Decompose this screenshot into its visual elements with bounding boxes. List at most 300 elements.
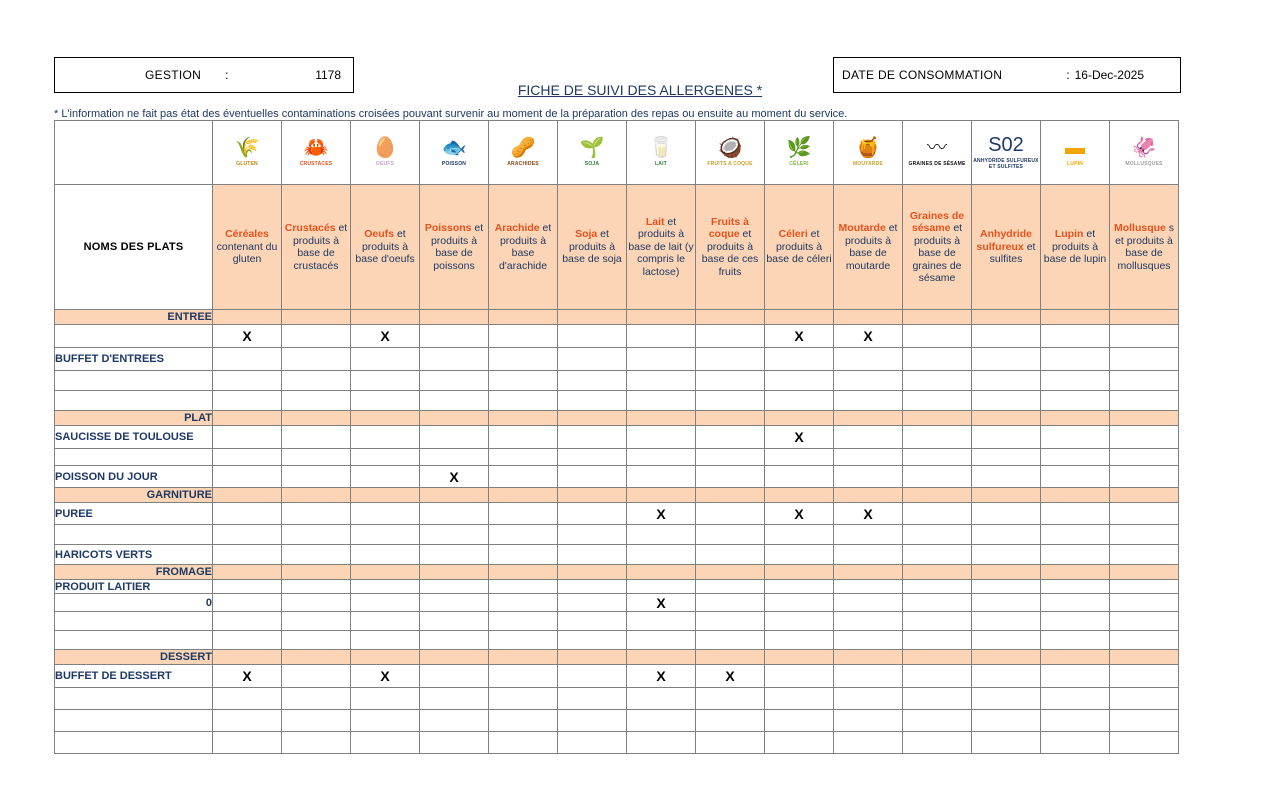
section-band-cell	[1041, 650, 1110, 665]
allergen-mark-cell[interactable]	[972, 594, 1041, 612]
allergen-mark-cell[interactable]	[834, 612, 903, 631]
allergen-mark-cell[interactable]	[627, 325, 696, 348]
allergen-mark-cell[interactable]	[1041, 391, 1110, 411]
allergen-mark-cell[interactable]	[489, 594, 558, 612]
allergen-mark-cell[interactable]	[558, 325, 627, 348]
allergen-mark-cell[interactable]	[213, 371, 282, 391]
allergen-mark-cell[interactable]	[351, 426, 420, 449]
allergen-mark-cell[interactable]	[834, 503, 903, 525]
allergen-mark-cell[interactable]	[696, 348, 765, 371]
allergen-mark-cell[interactable]	[420, 371, 489, 391]
allergen-mark-cell[interactable]	[1110, 545, 1179, 565]
allergen-mark-cell[interactable]	[351, 503, 420, 525]
allergen-mark-cell[interactable]	[558, 525, 627, 545]
allergen-mark-cell[interactable]	[1041, 449, 1110, 466]
allergen-mark-cell[interactable]	[696, 466, 765, 488]
allergen-mark-cell[interactable]	[489, 631, 558, 650]
dish-name-cell[interactable]	[55, 612, 213, 631]
allergen-mark: X	[863, 505, 873, 522]
allergen-mark-cell[interactable]	[834, 732, 903, 754]
allergen-mark-cell[interactable]	[558, 348, 627, 371]
allergen-mark-cell[interactable]	[489, 580, 558, 594]
allergen-mark-cell[interactable]	[558, 371, 627, 391]
allergen-mark-cell[interactable]	[627, 612, 696, 631]
allergen-mark-cell[interactable]	[1041, 688, 1110, 710]
allergen-mark-cell[interactable]	[696, 710, 765, 732]
allergen-mark-cell[interactable]	[1041, 631, 1110, 650]
allergen-mark-cell[interactable]	[420, 545, 489, 565]
allergen-mark-cell[interactable]	[834, 631, 903, 650]
allergen-mark-cell[interactable]	[489, 391, 558, 411]
allergen-mark-cell[interactable]	[351, 449, 420, 466]
arachides-icon: 🥜	[510, 137, 536, 159]
allergen-mark-cell[interactable]	[765, 545, 834, 565]
allergen-mark-cell[interactable]	[903, 732, 972, 754]
allergen-mark-cell[interactable]	[696, 525, 765, 545]
allergen-mark-cell[interactable]	[903, 612, 972, 631]
allergen-mark-cell[interactable]	[558, 391, 627, 411]
allergen-mark-cell[interactable]	[1110, 612, 1179, 631]
allergen-mark-cell[interactable]	[351, 525, 420, 545]
allergen-mark-cell[interactable]	[765, 466, 834, 488]
allergen-mark-cell[interactable]	[282, 688, 351, 710]
dish-name-cell[interactable]	[55, 732, 213, 754]
dish-name-cell[interactable]	[55, 391, 213, 411]
table-row	[55, 612, 1179, 631]
allergen-mark-cell[interactable]	[696, 545, 765, 565]
allergen-mark-cell[interactable]	[834, 325, 903, 348]
allergen-header-10	[834, 185, 903, 310]
allergen-mark-cell[interactable]	[696, 612, 765, 631]
allergen-mark-cell[interactable]	[627, 688, 696, 710]
allergen-mark-cell[interactable]	[903, 631, 972, 650]
allergen-mark-cell[interactable]	[1110, 426, 1179, 449]
allergen-mark-cell[interactable]	[627, 391, 696, 411]
allergen-mark-cell[interactable]	[765, 449, 834, 466]
allergen-description: contenant du gluten	[216, 240, 278, 266]
allergen-mark-cell[interactable]	[972, 325, 1041, 348]
allergen-mark-cell[interactable]	[834, 665, 903, 688]
allergen-mark-cell[interactable]	[1110, 371, 1179, 391]
allergen-mark-cell[interactable]	[972, 732, 1041, 754]
allergen-mark-cell[interactable]	[1110, 391, 1179, 411]
allergen-mark-cell[interactable]	[351, 710, 420, 732]
allergen-mark-cell[interactable]	[420, 612, 489, 631]
allergen-mark-cell[interactable]	[834, 594, 903, 612]
dish-name-cell[interactable]	[55, 525, 213, 545]
allergen-mark-cell[interactable]	[765, 325, 834, 348]
allergen-mark-cell[interactable]	[558, 710, 627, 732]
allergen-mark-cell[interactable]	[1110, 325, 1179, 348]
dish-name-cell[interactable]	[55, 710, 213, 732]
allergen-mark-cell[interactable]	[558, 580, 627, 594]
allergen-mark-cell[interactable]	[489, 612, 558, 631]
allergen-mark-cell[interactable]	[420, 594, 489, 612]
allergen-mark-cell[interactable]	[282, 732, 351, 754]
allergen-mark-cell[interactable]	[972, 503, 1041, 525]
allergen-mark-cell[interactable]	[420, 688, 489, 710]
allergen-mark-cell[interactable]	[1041, 525, 1110, 545]
allergen-mark-cell[interactable]	[972, 466, 1041, 488]
allergen-mark-cell[interactable]	[420, 665, 489, 688]
allergen-mark-cell[interactable]	[903, 503, 972, 525]
allergen-mark-cell[interactable]	[903, 348, 972, 371]
allergen-mark-cell[interactable]	[1041, 371, 1110, 391]
allergen-mark-cell[interactable]	[765, 612, 834, 631]
allergen-mark-cell[interactable]	[1041, 426, 1110, 449]
allergen-mark-cell[interactable]	[972, 665, 1041, 688]
allergen-mark-cell[interactable]	[489, 371, 558, 391]
allergen-mark-cell[interactable]	[213, 631, 282, 650]
allergen-mark-cell[interactable]	[213, 348, 282, 371]
allergen-mark-cell[interactable]	[834, 348, 903, 371]
allergen-mark-cell[interactable]	[765, 348, 834, 371]
allergen-mark-cell[interactable]	[834, 371, 903, 391]
allergen-mark-cell[interactable]	[489, 710, 558, 732]
allergen-mark-cell[interactable]	[489, 426, 558, 449]
allergen-mark-cell[interactable]	[213, 503, 282, 525]
allergen-mark-cell[interactable]	[420, 580, 489, 594]
allergen-mark-cell[interactable]	[558, 594, 627, 612]
allergen-mark-cell[interactable]	[765, 580, 834, 594]
allergen-mark-cell[interactable]	[489, 503, 558, 525]
allergen-mark-cell[interactable]	[765, 631, 834, 650]
dish-name-cell[interactable]: PRODUIT LAITIER	[55, 580, 213, 594]
allergen-mark-cell[interactable]	[213, 391, 282, 411]
allergen-mark-cell[interactable]	[903, 580, 972, 594]
dish-name-cell[interactable]: POISSON DU JOUR	[55, 466, 213, 488]
allergen-mark-cell[interactable]	[972, 391, 1041, 411]
allergen-mark-cell[interactable]	[351, 371, 420, 391]
allergen-mark-cell[interactable]	[489, 732, 558, 754]
section-band-cell	[903, 650, 972, 665]
allergen-mark-cell[interactable]	[903, 665, 972, 688]
allergen-mark-cell[interactable]	[696, 594, 765, 612]
allergen-mark-cell[interactable]	[351, 665, 420, 688]
table-row	[55, 348, 1179, 371]
allergen-mark-cell[interactable]	[558, 466, 627, 488]
c-leri-icon: 🌿	[786, 137, 812, 159]
allergen-mark-cell[interactable]	[834, 391, 903, 411]
allergen-mark-cell[interactable]	[282, 348, 351, 371]
allergen-mark-cell[interactable]	[351, 580, 420, 594]
allergen-mark-cell[interactable]	[972, 449, 1041, 466]
allergen-mark-cell[interactable]	[282, 503, 351, 525]
dish-name-cell[interactable]	[55, 688, 213, 710]
dish-name-cell[interactable]: BUFFET D'ENTREES	[55, 348, 213, 371]
section-band-cell	[489, 310, 558, 325]
allergen-mark-cell[interactable]	[282, 710, 351, 732]
allergen-mark-cell[interactable]	[420, 631, 489, 650]
allergen-mark-cell[interactable]	[627, 449, 696, 466]
allergen-mark-cell[interactable]	[972, 545, 1041, 565]
allergen-mark-cell[interactable]	[696, 580, 765, 594]
allergen-mark-cell[interactable]	[696, 426, 765, 449]
allergen-mark-cell[interactable]	[1041, 503, 1110, 525]
section-label: FROMAGE	[55, 565, 213, 580]
allergen-mark-cell[interactable]	[696, 631, 765, 650]
section-band-cell	[903, 411, 972, 426]
allergen-mark-cell[interactable]	[972, 612, 1041, 631]
allergen-mark-cell[interactable]	[420, 732, 489, 754]
allergen-mark-cell[interactable]	[282, 426, 351, 449]
allergen-mark-cell[interactable]	[420, 449, 489, 466]
allergen-mark-cell[interactable]	[834, 525, 903, 545]
allergen-mark-cell[interactable]	[558, 688, 627, 710]
allergen-mark-cell[interactable]	[351, 688, 420, 710]
allergen-mark-cell[interactable]	[558, 612, 627, 631]
allergen-mark-cell[interactable]	[351, 325, 420, 348]
allergen-mark-cell[interactable]	[351, 545, 420, 565]
allergen-mark-cell[interactable]	[1041, 594, 1110, 612]
allergen-mark-cell[interactable]	[627, 371, 696, 391]
dish-name-cell[interactable]	[55, 371, 213, 391]
allergen-name: Crustacés	[284, 222, 336, 234]
allergen-mark-cell[interactable]	[903, 325, 972, 348]
allergen-name: Lait	[645, 215, 665, 228]
allergen-mark-cell[interactable]	[489, 525, 558, 545]
allergen-mark-cell[interactable]	[420, 466, 489, 488]
allergen-mark-cell[interactable]	[213, 545, 282, 565]
allergen-mark-cell[interactable]	[213, 580, 282, 594]
allergen-mark-cell[interactable]	[282, 612, 351, 631]
allergen-mark-cell[interactable]	[420, 503, 489, 525]
allergen-mark-cell[interactable]	[972, 371, 1041, 391]
allergen-mark-cell[interactable]	[627, 732, 696, 754]
allergen-mark-cell[interactable]	[765, 426, 834, 449]
oeufs-icon: 🥚	[372, 137, 398, 159]
allergen-mark-cell[interactable]	[1110, 732, 1179, 754]
section-band-cell	[627, 650, 696, 665]
allergen-mark-cell[interactable]	[1110, 449, 1179, 466]
section-band-cell	[765, 488, 834, 503]
allergen-mark-cell[interactable]	[213, 325, 282, 348]
allergen-mark-cell[interactable]	[1110, 631, 1179, 650]
allergen-mark-cell[interactable]	[1110, 580, 1179, 594]
allergen-mark-cell[interactable]	[627, 631, 696, 650]
allergen-mark-cell[interactable]	[558, 665, 627, 688]
allergen-mark-cell[interactable]	[351, 631, 420, 650]
allergen-mark-cell[interactable]	[558, 426, 627, 449]
allergen-mark-cell[interactable]	[1110, 688, 1179, 710]
allergen-mark-cell[interactable]	[213, 466, 282, 488]
lait-icon: 🥛	[648, 137, 674, 159]
allergen-icon-cell-7	[627, 121, 696, 185]
allergen-mark-cell[interactable]	[696, 449, 765, 466]
allergen-mark-cell[interactable]	[489, 325, 558, 348]
allergen-mark-cell[interactable]	[903, 449, 972, 466]
allergen-mark-cell[interactable]	[834, 545, 903, 565]
dish-name-cell[interactable]: PUREE	[55, 503, 213, 525]
allergen-mark-cell[interactable]	[627, 545, 696, 565]
allergen-mark-cell[interactable]	[282, 325, 351, 348]
allergen-mark-cell[interactable]	[213, 426, 282, 449]
allergen-mark-cell[interactable]	[627, 503, 696, 525]
allergen-mark-cell[interactable]	[558, 503, 627, 525]
allergen-mark-cell[interactable]	[489, 466, 558, 488]
allergen-mark-cell[interactable]	[1110, 665, 1179, 688]
dish-name-cell[interactable]: HARICOTS VERTS	[55, 545, 213, 565]
allergen-mark-cell[interactable]	[489, 348, 558, 371]
allergen-mark-cell[interactable]	[765, 371, 834, 391]
allergen-mark-cell[interactable]	[1110, 348, 1179, 371]
allergen-mark-cell[interactable]	[972, 348, 1041, 371]
allergen-mark-cell[interactable]	[351, 348, 420, 371]
allergen-mark-cell[interactable]	[420, 325, 489, 348]
allergen-mark-cell[interactable]	[765, 688, 834, 710]
allergen-mark-cell[interactable]	[489, 449, 558, 466]
allergen-mark-cell[interactable]	[1041, 612, 1110, 631]
dish-name-cell[interactable]	[55, 325, 213, 348]
allergen-mark-cell[interactable]	[765, 665, 834, 688]
allergen-mark-cell[interactable]	[765, 525, 834, 545]
allergen-mark-cell[interactable]	[765, 710, 834, 732]
allergen-mark-cell[interactable]	[696, 688, 765, 710]
allergen-mark-cell[interactable]	[282, 525, 351, 545]
allergen-mark-cell[interactable]	[1110, 594, 1179, 612]
allergen-mark-cell[interactable]	[420, 391, 489, 411]
allergen-mark-cell[interactable]	[903, 594, 972, 612]
allergen-description: et produits à base de céleri	[766, 228, 832, 266]
section-band-cell	[696, 650, 765, 665]
dish-name-cell[interactable]	[55, 449, 213, 466]
allergen-mark-cell[interactable]	[558, 545, 627, 565]
allergen-mark-cell[interactable]	[282, 466, 351, 488]
allergen-mark-cell[interactable]	[627, 466, 696, 488]
allergen-mark-cell[interactable]	[834, 466, 903, 488]
allergen-mark-cell[interactable]	[489, 688, 558, 710]
allergen-mark-cell[interactable]	[420, 710, 489, 732]
allergen-mark-cell[interactable]	[696, 732, 765, 754]
allergen-icon-cell-2	[282, 121, 351, 185]
allergen-mark-cell[interactable]	[627, 665, 696, 688]
allergen-mark-cell[interactable]	[351, 391, 420, 411]
allergen-mark-cell[interactable]	[282, 391, 351, 411]
allergen-mark-cell[interactable]	[765, 732, 834, 754]
allergen-mark-cell[interactable]	[1110, 503, 1179, 525]
allergen-mark-cell[interactable]	[282, 580, 351, 594]
allergen-mark-cell[interactable]	[627, 710, 696, 732]
allergen-mark-cell[interactable]	[627, 426, 696, 449]
allergen-mark-cell[interactable]	[213, 688, 282, 710]
section-band-cell	[558, 488, 627, 503]
allergen-mark-cell[interactable]	[351, 732, 420, 754]
allergen-mark-cell[interactable]	[351, 594, 420, 612]
allergen-mark-cell[interactable]	[834, 426, 903, 449]
allergen-icon-caption: SOJA	[584, 161, 600, 167]
allergen-mark-cell[interactable]	[1041, 325, 1110, 348]
allergen-mark-cell[interactable]	[282, 631, 351, 650]
allergen-mark-cell[interactable]	[696, 371, 765, 391]
allergen-mark-cell[interactable]	[420, 426, 489, 449]
allergen-mark-cell[interactable]	[1041, 348, 1110, 371]
allergen-mark-cell[interactable]	[903, 391, 972, 411]
allergen-mark-cell[interactable]	[213, 665, 282, 688]
allergen-mark-cell[interactable]	[282, 449, 351, 466]
allergen-mark-cell[interactable]	[1041, 732, 1110, 754]
allergen-mark-cell[interactable]	[903, 710, 972, 732]
allergen-mark-cell[interactable]	[696, 325, 765, 348]
allergen-mark-cell[interactable]	[282, 371, 351, 391]
allergen-mark-cell[interactable]	[972, 631, 1041, 650]
allergen-mark-cell[interactable]	[1041, 710, 1110, 732]
allergen-mark-cell[interactable]	[282, 594, 351, 612]
section-band-cell	[1110, 411, 1179, 426]
allergen-mark-cell[interactable]	[765, 503, 834, 525]
allergen-mark-cell[interactable]	[282, 545, 351, 565]
allergen-mark-cell[interactable]	[627, 594, 696, 612]
allergen-mark-cell[interactable]	[627, 348, 696, 371]
allergen-mark-cell[interactable]	[213, 594, 282, 612]
allergen-mark-cell[interactable]	[489, 665, 558, 688]
allergen-mark-cell[interactable]	[972, 426, 1041, 449]
allergen-mark-cell[interactable]	[1110, 466, 1179, 488]
allergen-mark-cell[interactable]	[834, 688, 903, 710]
section-band-cell	[834, 488, 903, 503]
allergen-icon-caption: GRAINES DE SÉSAME	[908, 161, 966, 167]
allergen-mark-cell[interactable]	[213, 525, 282, 545]
allergen-mark-cell[interactable]	[558, 732, 627, 754]
allergen-mark-cell[interactable]	[627, 580, 696, 594]
allergen-mark-cell[interactable]	[558, 631, 627, 650]
allergen-icon-caption: LUPIN	[1067, 161, 1083, 167]
allergen-mark-cell[interactable]	[420, 525, 489, 545]
allergen-mark-cell[interactable]	[903, 545, 972, 565]
allergen-mark-cell[interactable]	[213, 449, 282, 466]
allergen-mark-cell[interactable]	[282, 665, 351, 688]
allergen-mark-cell[interactable]	[696, 665, 765, 688]
allergen-mark-cell[interactable]	[903, 525, 972, 545]
allergen-mark-cell[interactable]	[972, 580, 1041, 594]
allergen-mark-cell[interactable]	[696, 503, 765, 525]
allergen-mark-cell[interactable]	[765, 594, 834, 612]
allergen-mark-cell[interactable]	[627, 525, 696, 545]
allergen-mark-cell[interactable]	[213, 710, 282, 732]
allergen-mark-cell[interactable]	[1110, 525, 1179, 545]
allergen-mark-cell[interactable]	[489, 545, 558, 565]
allergen-mark-cell[interactable]	[834, 710, 903, 732]
allergen-mark-cell[interactable]	[903, 426, 972, 449]
allergen-mark-cell[interactable]	[903, 688, 972, 710]
allergen-mark-cell[interactable]	[903, 371, 972, 391]
dish-name-cell[interactable]: SAUCISSE DE TOULOUSE	[55, 426, 213, 449]
allergen-mark-cell[interactable]	[351, 612, 420, 631]
dish-name-cell[interactable]: 0	[55, 594, 213, 612]
allergen-mark-cell[interactable]	[765, 391, 834, 411]
allergen-mark-cell[interactable]	[1041, 466, 1110, 488]
allergen-mark-cell[interactable]	[351, 466, 420, 488]
allergen-mark-cell[interactable]	[1041, 580, 1110, 594]
allergen-mark-cell[interactable]	[558, 449, 627, 466]
allergen-mark-cell[interactable]	[213, 732, 282, 754]
dish-name-cell[interactable]: BUFFET DE DESSERT	[55, 665, 213, 688]
allergen-mark-cell[interactable]	[420, 348, 489, 371]
allergen-mark-cell[interactable]	[972, 525, 1041, 545]
allergen-mark-cell[interactable]	[213, 612, 282, 631]
allergen-mark-cell[interactable]	[1110, 710, 1179, 732]
allergen-mark-cell[interactable]	[696, 391, 765, 411]
allergen-mark-cell[interactable]	[834, 449, 903, 466]
allergen-mark-cell[interactable]	[1041, 665, 1110, 688]
allergen-mark-cell[interactable]	[972, 688, 1041, 710]
allergen-mark-cell[interactable]	[903, 466, 972, 488]
allergen-mark-cell[interactable]	[972, 710, 1041, 732]
allergen-mark-cell[interactable]	[1041, 545, 1110, 565]
section-label: DESSERT	[55, 650, 213, 665]
allergen-icon-cell-14	[1110, 121, 1179, 185]
allergen-mark-cell[interactable]	[834, 580, 903, 594]
dish-name-cell[interactable]	[55, 631, 213, 650]
